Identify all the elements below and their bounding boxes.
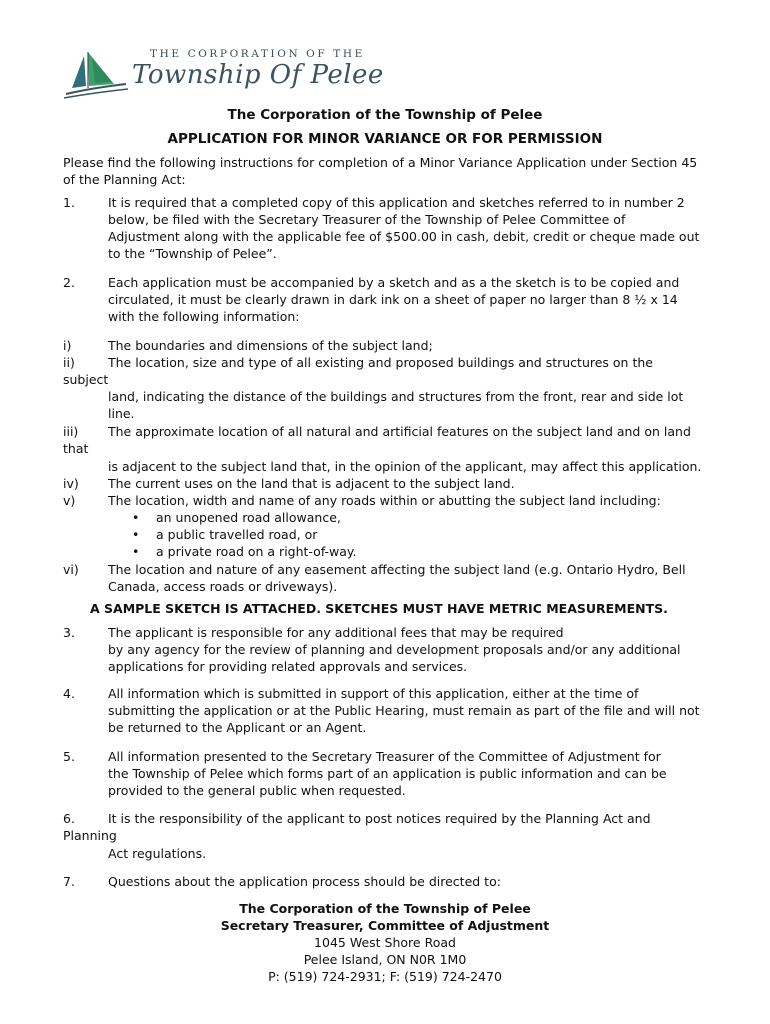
item-number: 1. bbox=[63, 195, 75, 210]
sub-item-text: The approximate location of all natural and artificial features on the subject land and on land bbox=[108, 424, 691, 439]
bullet-icon: • bbox=[132, 527, 140, 542]
item-5-line: provided to the general public when requested. bbox=[108, 783, 406, 798]
sub-item-number: iv) bbox=[63, 476, 79, 491]
bullet-icon: • bbox=[132, 510, 140, 525]
item-4-line: All information which is submitted in support of this application, either at the time of bbox=[108, 686, 639, 701]
contact-org: The Corporation of the Township of Pelee bbox=[239, 901, 531, 916]
item-number: 7. bbox=[63, 874, 75, 889]
sub-item-cont: land, indicating the distance of the buildings and structures from the front, rear and side lot bbox=[108, 389, 684, 404]
logo-name-text: Township Of Pelee bbox=[132, 60, 384, 90]
sub-item-cont: line. bbox=[108, 406, 135, 421]
item-4-line: submitting the application or at the Public Hearing, must remain as part of the file and will not bbox=[108, 703, 700, 718]
item-number: 4. bbox=[63, 686, 75, 701]
item-number: 6. bbox=[63, 811, 75, 826]
sub-item-text: The location, size and type of all existing and proposed buildings and structures on the bbox=[108, 355, 653, 370]
sub-item-cont: Canada, access roads or driveways). bbox=[108, 579, 338, 594]
item-7-line: Questions about the application process should be directed to: bbox=[108, 874, 501, 889]
item-3-line: applications for providing related approvals and services. bbox=[108, 659, 468, 674]
contact-address-1: 1045 West Shore Road bbox=[314, 935, 456, 950]
contact-role: Secretary Treasurer, Committee of Adjustment bbox=[220, 918, 550, 933]
sub-item-wrap: that bbox=[63, 441, 89, 456]
item-1-line: It is required that a completed copy of this application and sketches referred to in number 2 bbox=[108, 195, 685, 210]
item-1-line: below, be filed with the Secretary Treasurer of the Township of Pelee Committee of bbox=[108, 212, 626, 227]
sailboat-icon bbox=[62, 48, 132, 100]
sub-item-number: i) bbox=[63, 338, 72, 353]
logo-top-text: THE CORPORATION OF THE bbox=[150, 48, 365, 60]
item-number: 3. bbox=[63, 625, 75, 640]
item-1-line: to the “Township of Pelee”. bbox=[108, 246, 277, 261]
sample-sketch-note: A SAMPLE SKETCH IS ATTACHED. SKETCHES MUST HAVE METRIC MEASUREMENTS. bbox=[90, 601, 668, 616]
sub-item-text: The boundaries and dimensions of the subject land; bbox=[108, 338, 433, 353]
sub-item-number: v) bbox=[63, 493, 76, 508]
intro-line: Please find the following instructions for completion of a Minor Variance Application under Section 45 bbox=[63, 155, 698, 170]
item-5-line: the Township of Pelee which forms part of an application is public information and can be bbox=[108, 766, 667, 781]
sub-item-text: The current uses on the land that is adjacent to the subject land. bbox=[108, 476, 515, 491]
sub-item-number: vi) bbox=[63, 562, 79, 577]
bullet-item: a public travelled road, or bbox=[156, 527, 318, 542]
item-2-line: with the following information: bbox=[108, 309, 300, 324]
item-number: 2. bbox=[63, 275, 75, 290]
sub-item-cont: is adjacent to the subject land that, in the opinion of the applicant, may affect this application. bbox=[108, 459, 702, 474]
contact-address-2: Pelee Island, ON N0R 1M0 bbox=[303, 952, 467, 967]
item-6-wrap: Planning bbox=[63, 828, 117, 843]
item-6-cont: Act regulations. bbox=[108, 846, 207, 861]
bullet-icon: • bbox=[132, 544, 140, 559]
item-5-line: All information presented to the Secretary Treasurer of the Committee of Adjustment for bbox=[108, 749, 661, 764]
document-title: The Corporation of the Township of Pelee bbox=[227, 107, 543, 123]
sub-item-wrap: subject bbox=[63, 372, 109, 387]
sub-item-number: ii) bbox=[63, 355, 75, 370]
item-number: 5. bbox=[63, 749, 75, 764]
township-logo bbox=[62, 46, 384, 102]
sub-item-text: The location, width and name of any roads within or abutting the subject land including: bbox=[108, 493, 661, 508]
item-3-line: The applicant is responsible for any additional fees that may be required bbox=[108, 625, 564, 640]
item-1-line: Adjustment along with the applicable fee of $500.00 in cash, debit, credit or cheque made out bbox=[108, 229, 700, 244]
item-2-line: Each application must be accompanied by a sketch and as a the sketch is to be copied and bbox=[108, 275, 680, 290]
document-subtitle: APPLICATION FOR MINOR VARIANCE OR FOR PERMISSION bbox=[167, 131, 603, 147]
bullet-item: an unopened road allowance, bbox=[156, 510, 341, 525]
item-2-line: circulated, it must be clearly drawn in dark ink on a sheet of paper no larger than 8 ½ x 14 bbox=[108, 292, 678, 307]
sub-item-text: The location and nature of any easement affecting the subject land (e.g. Ontario Hydro, Bell bbox=[108, 562, 686, 577]
item-4-line: be returned to the Applicant or an Agent. bbox=[108, 720, 367, 735]
item-3-line: by any agency for the review of planning and development proposals and/or any additional bbox=[108, 642, 681, 657]
item-6-line: It is the responsibility of the applicant to post notices required by the Planning Act and bbox=[108, 811, 651, 826]
intro-line: of the Planning Act: bbox=[63, 172, 186, 187]
contact-phone: P: (519) 724-2931; F: (519) 724-2470 bbox=[268, 969, 502, 984]
sub-item-number: iii) bbox=[63, 424, 79, 439]
bullet-item: a private road on a right-of-way. bbox=[156, 544, 357, 559]
